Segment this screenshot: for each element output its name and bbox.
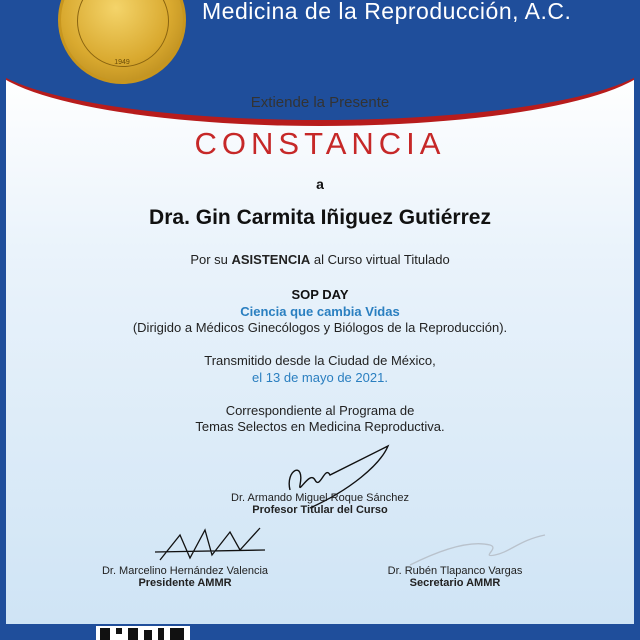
qr-code-image <box>96 626 190 640</box>
recipient-name: Dra. Gin Carmita Iñiguez Gutiérrez <box>149 206 491 229</box>
president-name: Dr. Marcelino Hernández Valencia <box>101 565 269 577</box>
attendance-line <box>0 252 640 267</box>
secretary-role: Secretario AMMR <box>409 577 501 589</box>
connector-text: a <box>316 176 324 192</box>
course-audience: (Dirigido a Médicos Ginecólogos y Biólogos de la Reproducción). <box>132 320 508 335</box>
professor-signature <box>180 492 460 516</box>
president-signature <box>60 565 310 589</box>
attendance-prefix: Por su <box>190 252 232 267</box>
organization-name: Medicina de la Reproducción, A.C. <box>202 0 572 24</box>
transmission-location: Transmitido desde la Ciudad de México, <box>204 353 436 368</box>
attendance-suffix: al Curso virtual Titulado <box>310 252 450 267</box>
president-signature-scribble <box>150 520 270 570</box>
president-role: Presidente AMMR <box>138 577 232 589</box>
program-line-1: Correspondiente al Programa de <box>225 403 415 418</box>
transmission-date: el 13 de mayo de 2021. <box>252 370 388 385</box>
secretary-name: Dr. Rubén Tlapanco Vargas <box>387 565 523 577</box>
intro-text: Extiende la Presente <box>250 94 390 111</box>
secretary-signature-scribble <box>400 530 550 570</box>
course-subtitle: Ciencia que cambia Vidas <box>240 304 400 319</box>
course-name: SOP DAY <box>291 287 349 302</box>
professor-role: Profesor Titular del Curso <box>252 504 388 516</box>
secretary-signature <box>340 565 570 589</box>
program-line-2: Temas Selectos en Medicina Reproductiva. <box>195 419 445 434</box>
seal-year: 1949 <box>114 59 130 66</box>
certificate-title: CONSTANCIA <box>194 126 446 161</box>
attendance-word: ASISTENCIA <box>231 252 311 267</box>
seal-inner-ring <box>77 0 169 67</box>
professor-name: Dr. Armando Miguel Roque Sánchez <box>231 492 409 504</box>
